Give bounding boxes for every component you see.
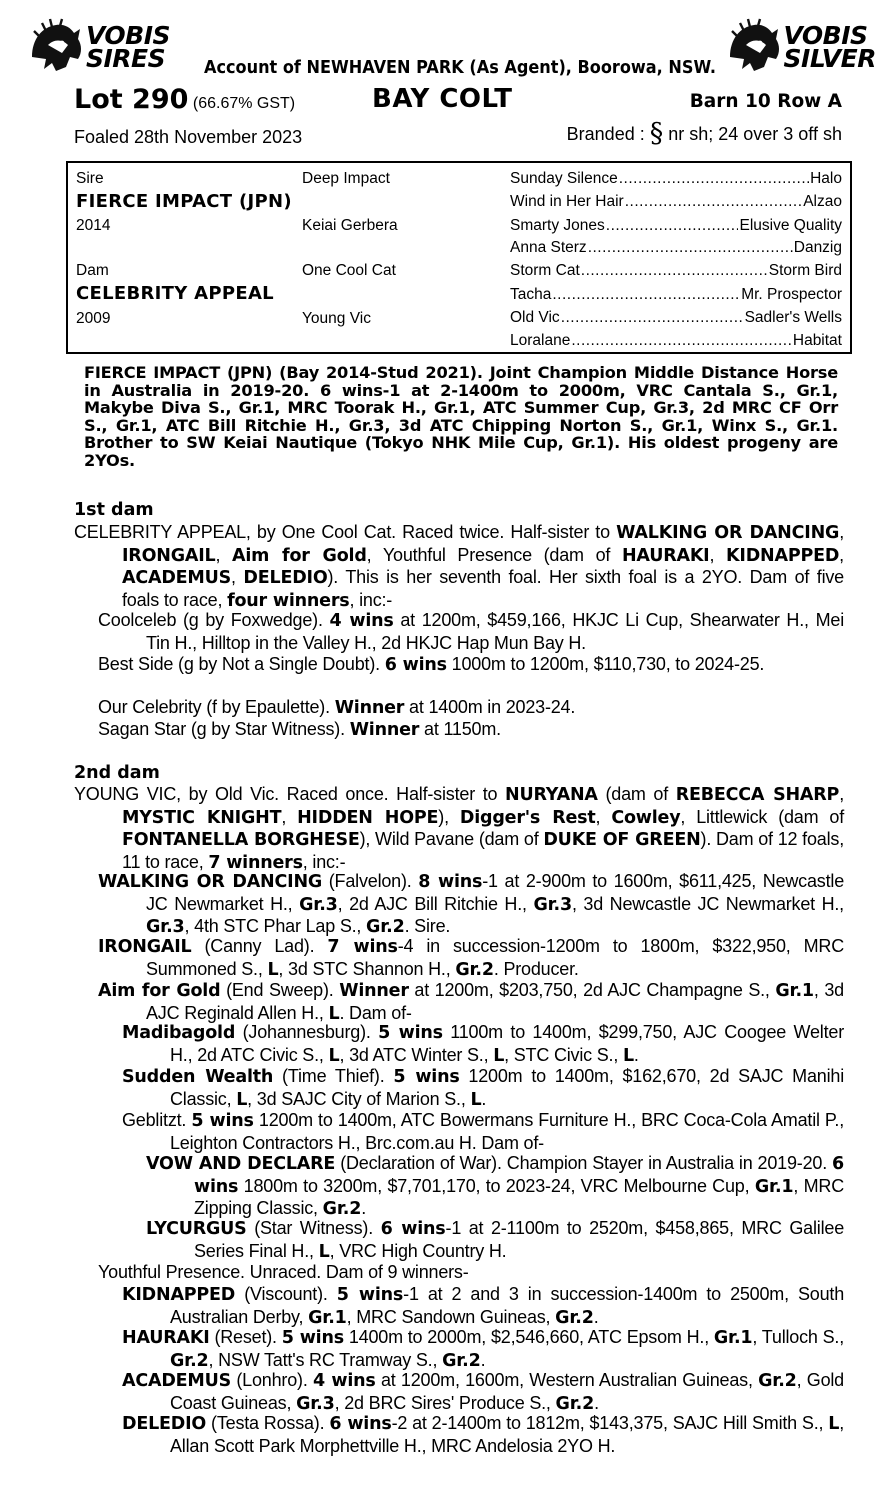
bold-run: DELEDIO — [243, 568, 328, 588]
bold-run: L — [622, 1045, 634, 1066]
text-run: Best Side (g by Not a Single Doubt). — [98, 654, 385, 674]
bold-run: VOW AND DECLARE — [146, 1154, 336, 1174]
second-dam-heading: 2nd dam — [74, 763, 160, 783]
text-run: . Dam of- — [339, 1002, 412, 1023]
bold-run: Gr.3 — [533, 894, 572, 915]
ancestor-row — [510, 170, 842, 188]
bold-run: Gr.1 — [308, 1307, 347, 1328]
bold-run: 5 wins — [378, 1023, 443, 1043]
produce-entry — [122, 1022, 844, 1067]
sire-name: FIERCE IMPACT (JPN) — [76, 191, 292, 212]
ancestor-left: Anna Sterz — [510, 239, 587, 256]
text-run: . — [361, 1198, 366, 1218]
bold-run: HAURAKI — [621, 545, 710, 566]
brand-symbol: § — [649, 118, 664, 149]
sire-label: Sire — [76, 170, 104, 187]
vobis-silver-logo — [724, 14, 876, 80]
sire-year: 2014 — [76, 217, 111, 234]
bold-run: Gr.1 — [775, 981, 814, 1001]
text-run: , — [839, 522, 844, 542]
leader-dots — [619, 170, 809, 188]
branded-value: nr sh; 24 over 3 off sh — [668, 124, 842, 144]
text-run: (Star Witness). — [246, 1218, 381, 1238]
leader-dots — [625, 193, 803, 211]
bold-run: FONTANELLA BORGHESE — [122, 830, 360, 850]
produce-entry — [98, 1262, 844, 1284]
text-run: , 2d AJC Bill Ritchie H., — [337, 893, 534, 914]
stallion-head-icon — [724, 17, 782, 77]
text-run: (Canny Lad). — [191, 936, 328, 956]
sire-sire: Deep Impact — [302, 170, 390, 187]
first-dam-heading: 1st dam — [74, 500, 154, 520]
bold-run: DUKE OF GREEN — [543, 830, 701, 850]
bold-run: MYSTIC KNIGHT — [122, 807, 282, 828]
bold-run: DELEDIO — [122, 1414, 207, 1434]
text-run: ). Dam of 12 foals, 11 to race, — [122, 829, 845, 872]
progeny-entry — [98, 610, 844, 654]
text-run: , — [595, 806, 612, 827]
text-run: (dam of — [597, 784, 676, 804]
text-run: , 3d Newcastle JC Newmarket H., — [571, 893, 844, 914]
text-run: . — [481, 1088, 487, 1109]
text-run: Coolceleb (g by Foxwedge). — [98, 610, 330, 630]
text-run: , — [709, 544, 727, 565]
text-run: Sagan Star (g by Star Witness). — [98, 719, 350, 739]
text-run: Geblitzt. — [122, 1110, 192, 1130]
leader-dots — [588, 239, 793, 257]
bold-run: KIDNAPPED — [726, 545, 840, 566]
ancestor-right: Danzig — [793, 239, 842, 256]
ancestor-left: Tacha — [510, 286, 552, 303]
text-run: , 4th STC Phar Lap S., — [184, 916, 367, 936]
text-run: ). This is her seventh foal. Her sixth foal is a 2YO. Dam of five foals to race, — [122, 567, 844, 610]
text-run: , Allan Scott Park Morphettville H., MRC Andelosia 2YO H. — [170, 1413, 844, 1456]
ancestor-left: Sunday Silence — [510, 170, 618, 187]
bold-run: L — [493, 1045, 505, 1066]
bold-run: 4 wins — [329, 611, 394, 631]
text-run: , Gold Coast Guineas, — [170, 1370, 844, 1413]
bold-run: Gr.2 — [758, 1371, 797, 1391]
text-run: , VRC High Country H. — [329, 1240, 507, 1261]
bold-run: Winner — [339, 981, 409, 1001]
text-run: (Falvelon). — [322, 871, 419, 891]
text-run: (Time Thief). — [273, 1066, 394, 1086]
text-run: ), Wild Pavane (dam of — [359, 829, 544, 849]
text-run: , 3d ATC Winter S., — [339, 1044, 494, 1065]
barn-location: Barn 10 Row A — [689, 91, 842, 112]
produce-entry — [98, 871, 844, 939]
dam-sire: One Cool Cat — [302, 262, 396, 279]
text-run: , — [839, 544, 844, 565]
text-run: , Tulloch S., — [752, 1327, 845, 1347]
dam-label: Dam — [76, 262, 109, 279]
bold-run: L — [328, 1045, 340, 1066]
ancestor-right: Halo — [810, 170, 842, 187]
text-run: at 1150m. — [419, 719, 501, 739]
branded-label: Branded : — [566, 124, 645, 144]
produce-entry — [122, 1370, 844, 1415]
ancestor-row — [510, 309, 842, 327]
text-run: , STC Civic S., — [504, 1044, 623, 1065]
produce-entry — [98, 980, 844, 1025]
bold-run: Winner — [349, 720, 420, 740]
text-run: , 3d SAJC City of Marion S., — [247, 1088, 471, 1109]
lot-label: Lot 290 — [74, 84, 189, 115]
first-dam-paragraph — [74, 522, 844, 612]
text-run: (Johannesburg). — [235, 1022, 379, 1042]
leader-dots — [552, 286, 740, 304]
ancestor-right: Habitat — [792, 332, 842, 349]
ancestor-left: Loralane — [510, 332, 571, 349]
text-run: (Declaration of War). Champion Stayer in Australia in 2019-20. — [335, 1153, 833, 1173]
horse-description: BAY COLT — [372, 84, 513, 114]
ancestor-row — [510, 262, 842, 280]
text-run: 1000m to 1200m, $110,730, to 2024-25. — [446, 654, 765, 674]
bold-run: Gr.3 — [146, 917, 185, 937]
text-run: (Viscount). — [235, 1284, 337, 1304]
text-run: . Sire. — [404, 916, 451, 936]
bold-run: L — [328, 1003, 340, 1024]
text-run: , — [215, 544, 233, 565]
bold-run: 7 wins — [327, 937, 398, 957]
bold-run: 5 wins — [191, 1111, 254, 1131]
text-run: ), — [438, 806, 460, 827]
bold-run: L — [318, 1241, 330, 1262]
bold-run: ACADEMUS — [122, 1371, 232, 1391]
bold-run: REBECCA SHARP — [675, 785, 840, 805]
text-run: -1 at 2-900m to 1600m, $611,425, Newcastle JC Newmarket H., — [146, 871, 845, 914]
bold-run: WALKING OR DANCING — [616, 523, 840, 543]
text-run: (Lonhro). — [231, 1370, 313, 1390]
text-run: , — [231, 567, 244, 587]
text-run: . — [480, 1349, 486, 1370]
text-run: , inc:- — [302, 851, 346, 872]
text-run: 1100m to 1400m, $299,750, AJC Coogee Welter H., 2d ATC Civic S., — [170, 1022, 844, 1065]
ancestor-right: Elusive Quality — [739, 217, 842, 234]
text-run: , inc:- — [349, 589, 393, 610]
logo-line1: VOBIS — [783, 21, 868, 50]
bold-run: Gr.3 — [296, 1393, 335, 1414]
bold-run: KIDNAPPED — [122, 1285, 236, 1305]
vendor-account: Account of NEWHAVEN PARK (As Agent), Boorowa, NSW. — [204, 58, 717, 78]
bold-run: L — [470, 1089, 482, 1110]
lot-number — [74, 84, 295, 115]
text-run: -1 at 2 and 3 in succession-1400m to 2500m, South Australian Derby, — [170, 1284, 845, 1327]
bold-run: Aim for Gold — [98, 981, 221, 1001]
bold-run: 6 wins — [329, 1414, 392, 1434]
produce-entry — [146, 1153, 844, 1221]
sire-dam: Keiai Gerbera — [302, 217, 398, 234]
brand-info — [567, 118, 842, 149]
bold-run: ACADEMUS — [122, 568, 232, 588]
text-run: , 3d AJC Reginald Allen H., — [146, 980, 844, 1023]
bold-run: Madibagold — [122, 1023, 236, 1043]
ancestor-left: Old Vic — [510, 309, 560, 326]
text-run: . — [594, 1392, 599, 1413]
text-run: 1200m to 1400m, ATC Bowermans Furniture H., BRC Coca-Cola Amatil P., Leighton Contractors H., Brc.com.au H. Dam of- — [170, 1110, 845, 1153]
bold-run: IRONGAIL — [98, 937, 192, 957]
logo-line2: SILVER — [783, 44, 876, 73]
ancestor-row — [510, 239, 842, 257]
bold-run: WALKING OR DANCING — [98, 872, 323, 892]
ancestor-right: Storm Bird — [768, 262, 842, 279]
text-run: -2 at 2-1400m to 1812m, $143,375, SAJC Hill Smith S., — [391, 1413, 829, 1433]
ancestor-right: Alzao — [803, 193, 842, 210]
text-run: -1 at 2-1100m to 2520m, $458,865, MRC Galilee Series Final H., — [194, 1218, 844, 1261]
text-run: , — [281, 806, 298, 827]
produce-entry — [122, 1066, 844, 1111]
dam-name: CELEBRITY APPEAL — [76, 283, 274, 304]
produce-entry — [122, 1284, 844, 1329]
produce-entry — [122, 1413, 844, 1457]
text-run: at 1400m in 2023-24. — [404, 697, 576, 717]
text-run: at 1200m, 1600m, Western Australian Guineas, — [375, 1370, 759, 1390]
progeny-entry — [98, 654, 844, 677]
text-run: Our Celebrity (f by Epaulette). — [98, 697, 335, 717]
leader-dots — [581, 262, 768, 280]
text-run: . — [633, 1044, 639, 1065]
bold-run: Aim for Gold — [232, 545, 367, 566]
logo-line2: SIRES — [86, 44, 166, 73]
dam-dam: Young Vic — [302, 310, 371, 327]
ancestor-right: Mr. Prospector — [741, 286, 842, 303]
bold-run: 6 wins — [194, 1154, 844, 1197]
dam-year: 2009 — [76, 310, 111, 327]
leader-dots — [561, 309, 744, 327]
stallion-head-icon — [26, 17, 84, 77]
gst-note: (66.67% GST) — [192, 95, 296, 112]
bold-run: 7 winners — [208, 852, 303, 873]
text-run: Youthful Presence. Unraced. Dam of 9 winners- — [98, 1262, 469, 1282]
leader-dots — [606, 217, 739, 235]
ancestor-left: Storm Cat — [510, 262, 580, 279]
bold-run: 5 wins — [336, 1285, 404, 1305]
ancestor-left: Wind in Her Hair — [510, 193, 624, 210]
leader-dots — [571, 332, 792, 350]
bold-run: Cowley — [611, 807, 681, 828]
logo-line1: VOBIS — [86, 21, 171, 50]
text-run: (Reset). — [209, 1327, 282, 1347]
text-run: , MRC Sandown Guineas, — [346, 1306, 556, 1327]
text-run: 1800m to 3200m, $7,701,170, to 2023-24, VRC Melbourne Cup, — [238, 1175, 755, 1196]
bold-run: Gr.2 — [555, 1307, 594, 1328]
ancestor-row — [510, 193, 842, 211]
text-run: . Producer. — [493, 958, 579, 979]
text-run: (Testa Rossa). — [206, 1413, 330, 1433]
progeny-entry — [98, 697, 844, 720]
logo-wordmark — [86, 21, 171, 73]
bold-run: Gr.2 — [555, 1393, 595, 1414]
text-run: , NSW Tatt's RC Tramway S., — [208, 1349, 443, 1370]
bold-run: four winners — [227, 590, 350, 611]
vobis-sires-logo — [26, 14, 170, 80]
bold-run: 4 wins — [312, 1371, 376, 1391]
text-run: , 2d BRC Sires' Produce S., — [334, 1392, 556, 1413]
text-run: , — [839, 784, 844, 804]
produce-entry — [98, 936, 844, 981]
bold-run: 5 wins — [281, 1328, 344, 1348]
bold-run: HAURAKI — [122, 1328, 210, 1348]
ancestor-row — [510, 332, 842, 350]
bold-run: L — [236, 1089, 248, 1110]
bold-run: Gr.3 — [299, 894, 338, 915]
bold-run: L — [267, 959, 279, 980]
text-run: -4 in succession-1200m to 1800m, $322,950, MRC Summoned S., — [146, 936, 845, 979]
bold-run: Gr.1 — [713, 1328, 753, 1348]
text-run: 1200m to 1400m, $162,670, 2d SAJC Manihi Classic, — [170, 1066, 845, 1109]
text-run: , 3d STC Shannon H., — [278, 958, 456, 979]
bold-run: LYCURGUS — [146, 1219, 247, 1239]
text-run: CELEBRITY APPEAL, by One Cool Cat. Raced twice. Half-sister to — [74, 522, 617, 542]
bold-run: 6 wins — [384, 655, 447, 675]
bold-run: Winner — [334, 698, 405, 718]
text-run: , Littlewick (dam of — [680, 806, 844, 827]
sire-summary: FIERCE IMPACT (JPN) (Bay 2014-Stud 2021). Joint Champion Middle Distance Horse in Australia in 2019-20. 6 wins-1 at 2-1400m to 2000m, VRC Cantala S., Gr.1, Makybe Diva S., Gr.1, MRC Toorak H., Gr.1, ATC Summer Cup, Gr.3, 2d MRC CF Orr S., Gr.1, ATC Bill Ritchie H., Gr.3, 3d ATC Chipping Norton S., Gr.1, Winx S., Gr.1. Brother to SW Keiai Nautique (Tokyo NHK Mile Cup, Gr.1). His oldest progeny are 2YOs. — [84, 363, 838, 470]
ancestor-row — [510, 217, 842, 235]
bold-run: Digger's Rest — [459, 807, 596, 828]
produce-entry — [122, 1327, 844, 1372]
bold-run: Sudden Wealth — [122, 1067, 274, 1087]
pedigree-table — [66, 161, 852, 354]
text-run: at 1200m, $203,750, 2d AJC Champagne S., — [408, 980, 776, 1000]
bold-run: Gr.2 — [455, 959, 494, 980]
logo-wordmark — [783, 21, 876, 73]
bold-run: 8 wins — [418, 872, 483, 892]
text-run: , Youthful Presence (dam of — [366, 544, 622, 565]
bold-run: 5 wins — [393, 1067, 460, 1087]
text-run: . — [593, 1306, 599, 1327]
bold-run: 6 wins — [380, 1219, 446, 1239]
second-dam-paragraph — [74, 784, 844, 874]
text-run: , MRC Zipping Classic, — [194, 1175, 844, 1218]
bold-run: NURYANA — [505, 785, 598, 805]
bold-run: L — [828, 1414, 840, 1434]
produce-entry — [122, 1110, 844, 1154]
ancestor-left: Smarty Jones — [510, 217, 605, 234]
bold-run: HIDDEN HOPE — [297, 807, 439, 828]
text-run: YOUNG VIC, by Old Vic. Raced once. Half-sister to — [74, 784, 506, 804]
ancestor-right: Sadler's Wells — [744, 309, 842, 326]
foaled-date: Foaled 28th November 2023 — [74, 127, 303, 147]
bold-run: Gr.2 — [322, 1199, 362, 1219]
text-run: (End Sweep). — [220, 980, 340, 1000]
progeny-entry — [98, 719, 844, 742]
text-run: at 1200m, $459,166, HKJC Li Cup, Shearwater H., Mei Tin H., Hilltop in the Valley H., 2d HKJC Hap Mun Bay H. — [146, 610, 844, 653]
bold-run: Gr.2 — [170, 1350, 209, 1371]
ancestor-row — [510, 286, 842, 304]
produce-entry — [146, 1218, 844, 1263]
text-run: 1400m to 2000m, $2,546,660, ATC Epsom H., — [343, 1327, 714, 1347]
bold-run: Gr.2 — [442, 1350, 481, 1371]
bold-run: Gr.2 — [366, 917, 405, 937]
bold-run: IRONGAIL — [122, 545, 216, 566]
bold-run: Gr.1 — [754, 1176, 794, 1197]
